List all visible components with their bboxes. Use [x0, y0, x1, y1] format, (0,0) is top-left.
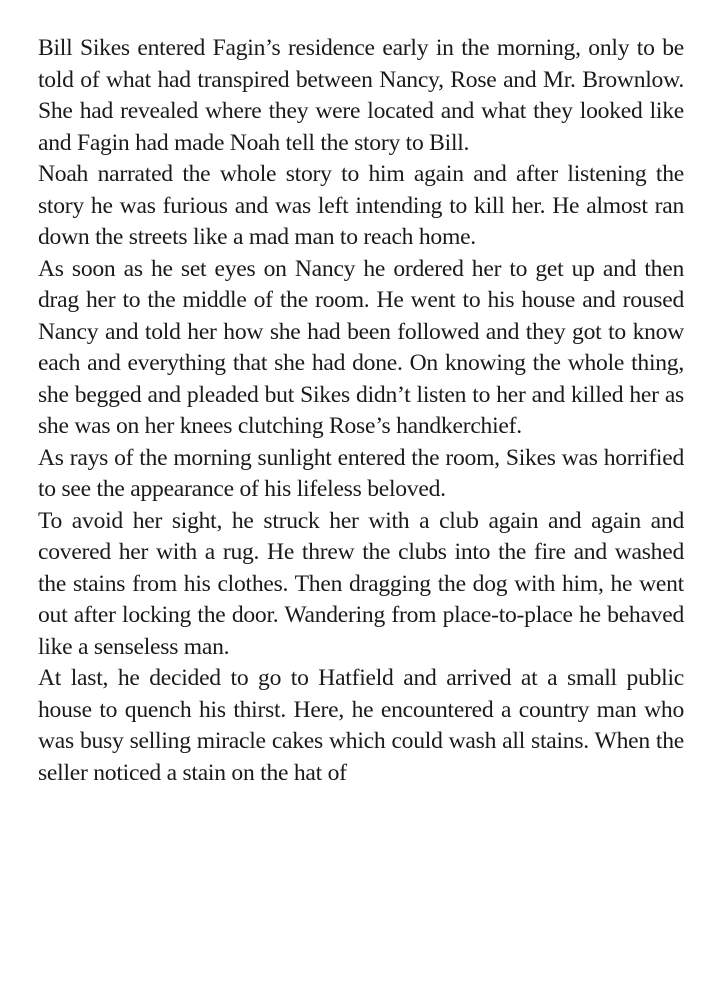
paragraph-2: Noah narrated the whole story to him again and after listening the story he was furious and was left intending to kill her. He almost ran down the streets like a mad man to reach home.: [38, 161, 684, 250]
paragraph-6: At last, he decided to go to Hatfield and arrived at a small public house to quench his thirst. Here, he encountered a country man who was busy selling miracle cakes which could wash all stains. When the seller noticed a stain on the hat of: [38, 665, 684, 786]
paragraph-4: As rays of the morning sunlight entered the room, Sikes was horrified to see the appearance of his lifeless beloved.: [38, 444, 684, 502]
paragraph-1: Bill Sikes entered Fagin’s residence early in the morning, only to be told of what had transpired between Nancy, Rose and Mr. Brownlow. She had revealed where they were located and what they looked like and Fagin had made Noah tell the story to Bill.: [38, 35, 684, 156]
page-text: [38, 33, 684, 789]
paragraph-3: As soon as he set eyes on Nancy he ordered her to get up and then drag her to the middle of the room. He went to his house and roused Nancy and told her how she had been followed and they got to know each and everything that she had done. On knowing the whole thing, she begged and pleaded but Sikes didn’t listen to her and killed her as she was on her knees clutching Rose’s handkerchief.: [38, 255, 684, 439]
paragraph-5: To avoid her sight, he struck her with a club again and again and covered her with a rug. He threw the clubs into the fire and washed the stains from his clothes. Then dragging the dog with him, he went out after locking the door. Wandering from place-to-place he behaved like a senseless man.: [38, 507, 684, 660]
